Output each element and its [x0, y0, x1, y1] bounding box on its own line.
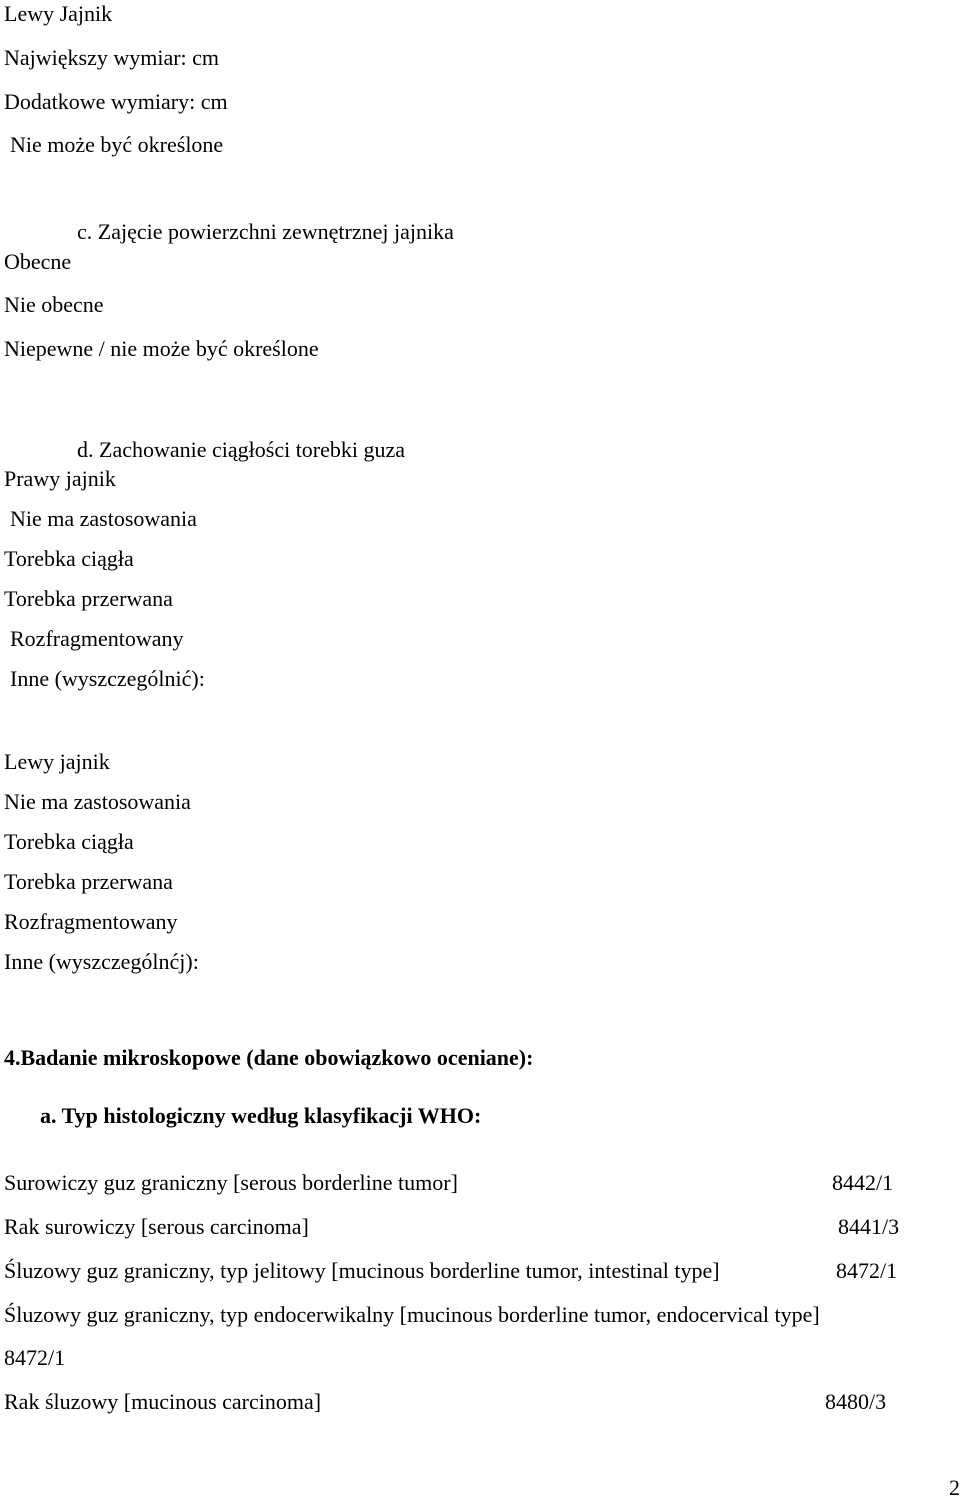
right-ovary-option: Nie ma zastosowania: [10, 506, 197, 531]
right-ovary-option: Rozfragmentowany: [10, 626, 184, 651]
histology-row-code: 8480/3: [825, 1389, 887, 1414]
section-d-heading: d. Zachowanie ciągłości torebki guza: [77, 437, 406, 462]
right-ovary-option: Inne (wyszczególnić):: [10, 666, 205, 691]
left-ovary-option: Nie ma zastosowania: [4, 789, 191, 814]
page-number: 2: [949, 1475, 960, 1500]
section-c-option: Niepewne / nie może być określone: [4, 336, 319, 361]
extra-dimensions-label: Dodatkowe wymiary: cm: [4, 89, 228, 114]
right-ovary-option: Torebka przerwana: [4, 586, 173, 611]
histology-row-name: Śluzowy guz graniczny, typ endocerwikalny [mucinous borderline tumor, endocervical type]: [4, 1302, 820, 1327]
left-ovary-label: Lewy jajnik: [4, 749, 110, 774]
histology-row-code: 8472/1: [836, 1258, 898, 1283]
histology-row-code: 8441/3: [838, 1214, 900, 1239]
section-c-option: Obecne: [4, 249, 72, 274]
section-4-heading: 4.Badanie mikroskopowe (dane obowiązkowo oceniane):: [4, 1045, 534, 1070]
section-c-option: Nie obecne: [4, 292, 104, 317]
left-ovary-option: Torebka przerwana: [4, 869, 173, 894]
left-ovary-option: Rozfragmentowany: [4, 909, 178, 934]
right-ovary-label: Prawy jajnik: [4, 466, 116, 491]
histology-row-name: Surowiczy guz graniczny [serous borderline tumor]: [4, 1170, 458, 1195]
histology-row-name: Rak śluzowy [mucinous carcinoma]: [4, 1389, 322, 1414]
histology-row-code: 8442/1: [832, 1170, 894, 1195]
histology-row-name: Rak surowiczy [serous carcinoma]: [4, 1214, 309, 1239]
max-dimension-label: Największy wymiar: cm: [4, 45, 220, 70]
left-ovary-heading: Lewy Jajnik: [4, 1, 113, 26]
left-ovary-option: Torebka ciągła: [4, 829, 134, 854]
histology-row-name: Śluzowy guz graniczny, typ jelitowy [mucinous borderline tumor, intestinal type]: [4, 1258, 720, 1283]
left-ovary-option: Inne (wyszczególnćj):: [4, 949, 199, 974]
section-c-heading: c. Zajęcie powierzchni zewnętrznej jajnika: [77, 219, 454, 244]
cannot-determine-option: Nie może być określone: [10, 132, 224, 157]
histology-row-code: 8472/1: [4, 1345, 66, 1370]
right-ovary-option: Torebka ciągła: [4, 546, 134, 571]
section-4a-heading: a. Typ histologiczny według klasyfikacji WHO:: [40, 1103, 482, 1128]
